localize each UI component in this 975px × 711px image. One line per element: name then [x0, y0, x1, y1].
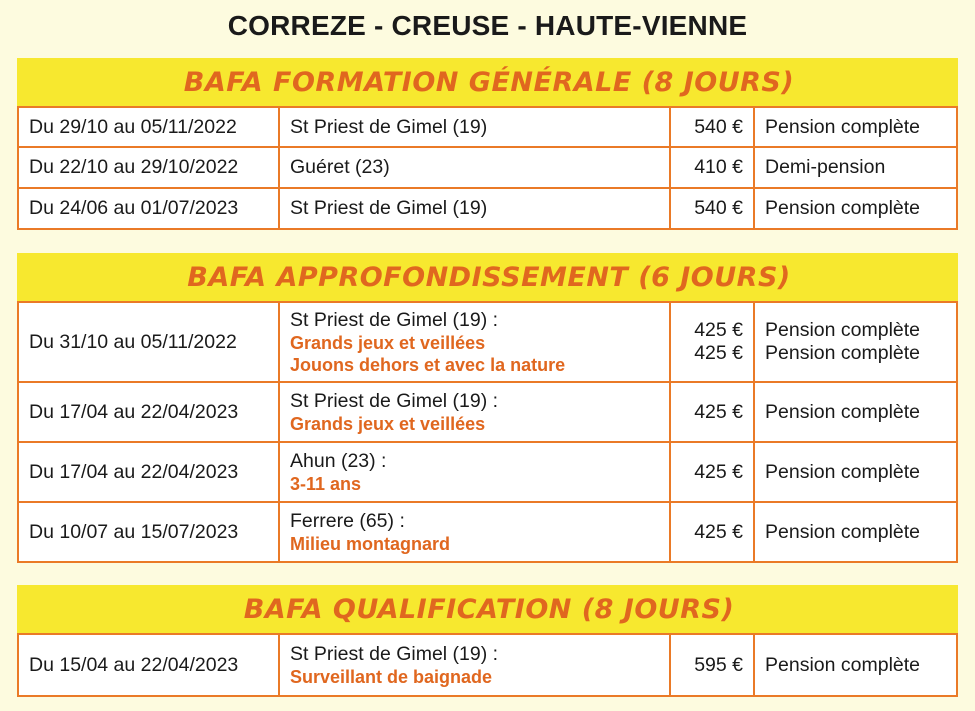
place-cell: Guéret (23)	[278, 148, 669, 187]
price-label: 425 €	[694, 319, 743, 341]
place-label: St Priest de Gimel (19) :	[290, 308, 499, 331]
place-cell	[278, 503, 669, 561]
section-heading: BAFA FORMATION GÉNÉRALE (8 JOURS)	[17, 58, 958, 106]
pension-cell: Pension complète	[753, 635, 956, 695]
section-heading: BAFA APPROFONDISSEMENT (6 JOURS)	[17, 253, 958, 301]
price-cell: 410 €	[669, 148, 753, 187]
place-label: Ferrere (65) :	[290, 509, 405, 532]
table-row	[19, 633, 956, 695]
pension-label: Pension complète	[765, 319, 921, 341]
place-label: St Priest de Gimel (19) :	[290, 642, 499, 665]
dates-cell: Du 22/10 au 29/10/2022	[29, 156, 239, 178]
price-cell	[669, 303, 753, 381]
place-cell	[278, 443, 669, 501]
table-row	[19, 381, 956, 441]
place-cell	[278, 303, 669, 381]
place-cell: St Priest de Gimel (19)	[278, 189, 669, 228]
price-cell: 425 €	[669, 383, 753, 441]
place-cell	[278, 635, 669, 695]
section-formation-generale	[17, 58, 958, 230]
theme-label: Milieu montagnard	[290, 533, 451, 554]
dates-cell: Du 17/04 au 22/04/2023	[29, 460, 239, 483]
session-table	[17, 633, 958, 697]
theme-label: Jouons dehors et avec la nature	[290, 354, 566, 375]
table-row	[19, 501, 956, 561]
section-approfondissement	[17, 253, 958, 563]
theme-label: Surveillant de baignade	[290, 666, 493, 687]
dates-cell: Du 29/10 au 05/11/2022	[29, 115, 237, 138]
page-title: CORREZE - CREUSE - HAUTE-VIENNE	[227, 10, 748, 41]
table-row	[19, 301, 956, 381]
pension-label: Pension complète	[765, 342, 921, 364]
table-row	[19, 146, 956, 187]
session-table	[17, 301, 958, 563]
table-row	[19, 441, 956, 501]
pension-cell: Pension complète	[753, 189, 956, 228]
theme-label: 3-11 ans	[290, 473, 362, 494]
place-label: St Priest de Gimel (19) :	[290, 389, 499, 412]
pension-cell: Pension complète	[753, 383, 956, 441]
section-qualification	[17, 585, 958, 697]
table-row	[19, 187, 956, 228]
price-cell: 425 €	[669, 503, 753, 561]
pension-cell: Pension complète	[753, 108, 956, 146]
dates-cell: Du 17/04 au 22/04/2023	[29, 400, 239, 423]
price-label: 425 €	[694, 342, 743, 364]
pension-cell: Pension complète	[753, 503, 956, 561]
pension-cell: Demi-pension	[753, 148, 956, 187]
pension-cell	[753, 303, 956, 381]
price-cell: 425 €	[669, 443, 753, 501]
price-cell: 540 €	[669, 108, 753, 146]
dates-cell: Du 24/06 au 01/07/2023	[29, 197, 239, 219]
dates-cell: Du 10/07 au 15/07/2023	[29, 520, 239, 543]
price-cell: 540 €	[669, 189, 753, 228]
dates-cell: Du 31/10 au 05/11/2022	[29, 330, 237, 353]
pension-cell: Pension complète	[753, 443, 956, 501]
session-table	[17, 106, 958, 230]
place-cell: St Priest de Gimel (19)	[278, 108, 669, 146]
place-cell	[278, 383, 669, 441]
theme-label: Grands jeux et veillées	[290, 332, 486, 353]
table-row	[19, 106, 956, 146]
place-label: Ahun (23) :	[290, 449, 387, 472]
dates-cell: Du 15/04 au 22/04/2023	[29, 653, 239, 676]
theme-label: Grands jeux et veillées	[290, 413, 486, 434]
price-cell: 595 €	[669, 635, 753, 695]
section-heading: BAFA QUALIFICATION (8 JOURS)	[17, 585, 958, 633]
